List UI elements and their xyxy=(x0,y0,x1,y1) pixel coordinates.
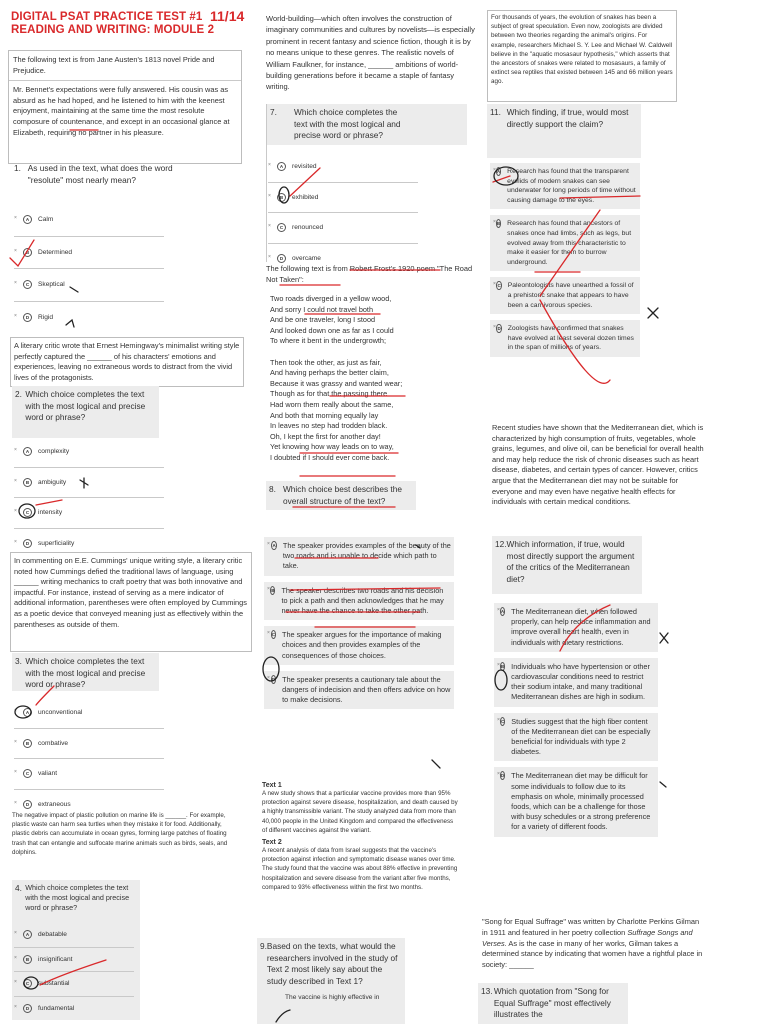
option-text: combative xyxy=(38,739,69,747)
option-letter: D xyxy=(277,254,286,263)
question-7-options xyxy=(268,162,418,273)
option-c[interactable] xyxy=(264,626,454,665)
option-c[interactable] xyxy=(14,979,134,989)
option-d[interactable] xyxy=(264,671,454,710)
option-text: overcame xyxy=(292,254,321,262)
option-text: revisited xyxy=(292,163,317,170)
eliminate-icon[interactable]: × xyxy=(268,253,271,260)
option-d[interactable] xyxy=(14,800,164,810)
poem-line: I doubted if I should ever come back. xyxy=(270,452,390,462)
eliminate-icon[interactable]: × xyxy=(493,167,496,173)
question-number: 1. xyxy=(14,163,21,173)
option-text: Zoologists have confirmed that snakes have evolved at least several dozen times in the span of millions of years. xyxy=(507,325,634,352)
poem-intro xyxy=(266,264,476,285)
option-a[interactable] xyxy=(14,215,164,225)
option-text: Skeptical xyxy=(38,281,65,288)
poem-line: To where it bent in the undergrowth; xyxy=(270,336,387,346)
eliminate-icon[interactable]: × xyxy=(497,716,500,723)
passage-7 xyxy=(266,13,478,93)
option-a[interactable]: The vaccine is highly effective in xyxy=(285,994,380,1001)
divider xyxy=(268,182,418,183)
question-text: Which choice completes the text with the most logical and precise word or phrase? xyxy=(25,883,130,912)
option-text: insignificant xyxy=(38,955,73,963)
poem-line: Yet knowing how way leads on to way, xyxy=(270,442,394,452)
poem-line: And having perhaps the better claim, xyxy=(270,368,389,378)
passage-13-text: "Song for Equal Suffrage" was written by Charlotte Perkins Gilman in 1911 and featured in her poetry collection Suffrage Songs and Verses. As is the case in many of her works, Gilman takes a determined stance by indicating that women have a rightful place in society: ______ xyxy=(482,917,703,970)
option-text: Research has found that ancestors of snakes once had limbs, such as legs, but evolved away from this characteristic to make it easier for them to burrow underground. xyxy=(507,220,632,266)
text-2: A recent analysis of data from Israel suggests that the vaccine's protection against infection and symptomatic disease wanes over time. The study found that the vaccine was about 88% effective in preventing hospitalization and severe disease from the variant after five months, compared to 93% effectiveness within the first two months. xyxy=(262,847,458,891)
question-8 xyxy=(266,481,416,510)
option-letter: C xyxy=(501,718,505,724)
eliminate-icon[interactable]: × xyxy=(14,708,17,714)
eliminate-icon[interactable]: × xyxy=(268,162,271,168)
option-a[interactable] xyxy=(268,162,418,172)
passage-11-text: For thousands of years, the evolution of snakes has been a subject of great speculation. Even now, zoologists are divided between two theories regarding the animal's origins. For example, researchers Michael S. Y. Lee and Michael W. Caldwell believe in the "aquatic mosasaur hypothesis," which asserts that the ancestors of snakes were related to mosasaurs, a family of extinct sea reptiles that existed between 145 and 66 million years ago. xyxy=(491,14,673,86)
question-number: 4. xyxy=(15,883,22,893)
option-text: Calm xyxy=(38,216,54,223)
question-3-options xyxy=(14,708,164,819)
question-13 xyxy=(478,983,628,1024)
test-title-line1: DIGITAL PSAT PRACTICE TEST #1 xyxy=(11,11,203,23)
eliminate-icon[interactable]: × xyxy=(14,280,17,286)
option-text: substantial xyxy=(38,980,70,987)
eliminate-icon[interactable]: × xyxy=(14,247,17,254)
option-text: The speaker argues for the importance of making choices and then provides examples of the consequences of those choices. xyxy=(282,630,442,660)
option-letter: A xyxy=(23,930,32,939)
question-9 xyxy=(257,938,405,1024)
passage-13 xyxy=(482,917,706,971)
option-letter: A xyxy=(496,169,501,174)
poem-line: And both that morning equally lay xyxy=(270,410,379,420)
question-11-options xyxy=(490,163,640,363)
passage-3-box xyxy=(10,552,252,652)
option-letter: B xyxy=(271,587,275,593)
option-letter: A xyxy=(272,543,276,548)
divider xyxy=(268,212,418,213)
divider xyxy=(14,236,164,237)
eliminate-icon[interactable]: × xyxy=(14,215,17,221)
test-title-line2: READING AND WRITING: MODULE 2 xyxy=(11,24,215,36)
question-number: 3. xyxy=(15,656,22,666)
question-number: 7. xyxy=(270,107,277,117)
eliminate-icon[interactable]: × xyxy=(14,738,17,745)
option-text: debatable xyxy=(38,931,67,938)
option-a[interactable] xyxy=(14,708,164,718)
option-text: Paleontologists have unearthed a fossil of a prehistoric snake that appears to have been a carnivorous species. xyxy=(507,282,634,309)
option-a[interactable] xyxy=(264,537,454,576)
option-text: Determined xyxy=(38,248,73,256)
divider xyxy=(9,80,241,81)
eliminate-icon[interactable]: × xyxy=(267,674,270,681)
option-c[interactable] xyxy=(14,280,164,290)
text-1: A new study shows that a particular vaccine provides more than 95% protection against severe disease, hospitalization, and death caused by a highly transmissible variant. The study analyzed data from more than 40,000 people in the United Kingdom and compared the effectiveness of different vaccines against the variant. xyxy=(262,790,458,834)
option-text: exhibited xyxy=(292,193,319,201)
question-text: Based on the texts, what would the researchers involved in the study of Text 2 most likely say about the study described in Text 1? xyxy=(266,941,398,986)
option-c[interactable] xyxy=(490,277,640,314)
paired-texts xyxy=(262,782,458,892)
option-text: The speaker presents a cautionary tale about the dangers of indecision and then offers advice on how to make decisions. xyxy=(282,674,451,705)
poem-line: Oh, I kept the first for another day! xyxy=(270,431,381,441)
option-b[interactable] xyxy=(14,248,164,258)
option-d[interactable] xyxy=(14,313,164,323)
question-text: Which quotation from "Song for Equal Suffrage" most effectively illustrates the xyxy=(493,986,611,1019)
option-b[interactable] xyxy=(264,582,454,621)
option-d[interactable] xyxy=(268,254,418,264)
eliminate-icon[interactable]: × xyxy=(14,1003,17,1010)
option-letter: C xyxy=(277,223,286,232)
question-8-options xyxy=(264,537,454,715)
eliminate-icon[interactable]: × xyxy=(493,219,496,226)
question-2 xyxy=(12,386,159,438)
eliminate-icon[interactable]: × xyxy=(497,607,500,613)
divider xyxy=(14,528,164,529)
poem-line: Two roads diverged in a yellow wood, xyxy=(270,294,392,303)
poem-line: Because it was grassy and wanted wear; xyxy=(270,378,403,388)
eliminate-icon[interactable]: × xyxy=(14,979,17,985)
option-text: ambiguity xyxy=(38,478,67,486)
option-letter: B xyxy=(23,955,32,964)
passage-2-box xyxy=(10,337,244,387)
question-text: As used in the text, what does the word "resolute" most nearly mean? xyxy=(27,163,173,185)
divider xyxy=(268,243,418,244)
option-letter: C xyxy=(23,280,32,289)
option-letter: C xyxy=(23,979,32,988)
poem-line: In leaves no step had trodden black. xyxy=(270,421,388,431)
passage-11-box xyxy=(487,10,677,102)
poem-line: Then took the other, as just as fair, xyxy=(270,357,382,367)
option-letter: D xyxy=(23,800,32,809)
eliminate-icon[interactable]: × xyxy=(267,585,270,592)
question-3 xyxy=(12,653,159,691)
option-letter: B xyxy=(23,478,32,487)
option-b[interactable] xyxy=(14,955,134,965)
option-c[interactable] xyxy=(494,713,658,762)
option-text: Individuals who have hypertension or other cardiovascular conditions need to restrict their sodium intake, and many traditional Mediterranean dishes are high in sodium. xyxy=(511,661,650,702)
question-12-options xyxy=(494,603,658,843)
divider xyxy=(14,971,134,972)
eliminate-icon[interactable]: × xyxy=(268,223,271,229)
option-letter: A xyxy=(23,708,32,717)
option-a[interactable] xyxy=(14,447,164,457)
passage-3-text: In commenting on E.E. Cummings' unique writing style, a literary critic noted how Cummings defied the traditional laws of language, using ______ writing mechanics to craft poetry that was both innovative and impactful. For instance, instead of serving as a mere indicator of additional information, parentheses were often employed by Cummings as a poetic device that conveyed meaning just as effectively within the parentheses as outside of them. xyxy=(14,556,247,629)
poem-line: And be one traveler, long I stood xyxy=(270,315,376,325)
poem-line: Though as for that the passing there xyxy=(270,389,388,399)
divider xyxy=(14,301,164,302)
option-a[interactable] xyxy=(494,603,658,652)
option-b[interactable] xyxy=(490,215,640,271)
passage-2-text: A literary critic wrote that Ernest Hemingway's minimalist writing style perfectly captured the ______ of his characters' emotions and experiences, leaving no extraneous words to distract from the vivid lives of the protagonists. xyxy=(14,341,240,382)
option-letter: C xyxy=(497,283,501,289)
question-1-options xyxy=(14,215,164,333)
poem-line: Had worn them really about the same, xyxy=(270,399,394,409)
option-b[interactable] xyxy=(14,478,164,488)
option-text: superficiality xyxy=(38,539,75,547)
option-text: Research has found that the transparent eyelids of modern snakes can see underwater for long periods of time without causing damage to the eyes. xyxy=(507,168,636,204)
option-b[interactable] xyxy=(268,193,418,203)
eliminate-icon[interactable]: × xyxy=(14,312,17,319)
passage-4-text: The negative impact of plastic pollution on marine life is ______. For example, plastic waste can harm sea turtles when they mistake it for food. Additionally, plastic debris can accumulate in ocean gyres, forming large patches of floating trash that can entangle and suffocate marine animals such as birds, seals, and dolphins. xyxy=(12,812,228,856)
eliminate-icon[interactable]: × xyxy=(267,630,270,637)
eliminate-icon[interactable]: × xyxy=(14,769,17,775)
option-a[interactable] xyxy=(490,163,640,209)
question-text: Which finding, if true, would most directly support the claim? xyxy=(506,107,629,129)
divider xyxy=(14,467,164,468)
option-letter: A xyxy=(23,215,32,224)
option-letter: C xyxy=(271,632,275,638)
option-d[interactable] xyxy=(494,767,658,836)
option-b[interactable] xyxy=(14,739,164,749)
question-number: 9. xyxy=(260,941,267,951)
option-text: complexity xyxy=(38,448,70,455)
option-text: Rigid xyxy=(38,313,54,321)
passage-12 xyxy=(492,423,706,508)
question-11 xyxy=(487,104,641,158)
option-letter: A xyxy=(277,162,286,171)
option-text: intensity xyxy=(38,509,63,516)
passage-12-text: Recent studies have shown that the Mediterranean diet, which is characterized by high consumption of fruits, vegetables, whole grains, legumes, and olive oil, can be beneficial for overall health and may help reduce the risk of chronic diseases such as heart disease, diabetes, and certain types of cancer. However, critics argue that the Mediterranean diet may not be suitable for everyone and may even have negative health effects for individuals with certain medical conditions. xyxy=(492,423,704,507)
text-2-title: Text 2 xyxy=(262,839,282,847)
divider xyxy=(14,728,164,729)
eliminate-icon[interactable]: × xyxy=(497,661,500,668)
eliminate-icon[interactable]: × xyxy=(14,930,17,936)
passage-1-box xyxy=(8,50,242,164)
option-text: unconventional xyxy=(38,709,83,716)
poem-line xyxy=(270,347,470,358)
eliminate-icon[interactable]: × xyxy=(493,281,496,288)
option-text: extraneous xyxy=(38,800,71,808)
option-c[interactable] xyxy=(14,769,164,779)
option-text: Studies suggest that the high fiber content of the Mediterranean diet can be especially beneficial for individuals with type 2 diabetes. xyxy=(511,716,651,757)
poem-line: And looked down one as far as I could xyxy=(270,325,394,335)
question-2-options xyxy=(14,447,164,558)
question-text: Which choice completes the text with the most logical and precise word or phrase? xyxy=(25,656,146,689)
divider xyxy=(14,789,164,790)
question-number: 12. xyxy=(495,539,507,549)
option-letter: A xyxy=(23,447,32,456)
option-text: fundamental xyxy=(38,1004,75,1012)
poem-text xyxy=(270,294,470,464)
eliminate-icon[interactable]: × xyxy=(14,447,17,453)
option-letter: B xyxy=(23,739,32,748)
option-letter: B xyxy=(500,663,505,669)
eliminate-icon[interactable]: × xyxy=(14,538,17,545)
question-number: 2. xyxy=(15,389,22,399)
option-text: The speaker describes two roads and his decision to pick a path and then acknowledges that he may never have the chance to take the other path. xyxy=(281,585,444,616)
question-number: 8. xyxy=(269,484,276,494)
option-letter: D xyxy=(23,539,32,548)
option-text: The speaker provides examples of the beauty of the two roads and is unable to decide which path to take. xyxy=(282,541,451,571)
poem-intro-text: The following text is from Robert Frost's 1920 poem "The Road Not Taken": xyxy=(266,264,473,284)
divider xyxy=(14,758,164,759)
option-c[interactable] xyxy=(268,223,418,233)
option-letter: D xyxy=(23,1004,32,1013)
passage-1-intro: The following text is from Jane Austen's 1813 novel Pride and Prejudice. xyxy=(13,55,215,75)
option-letter: B xyxy=(496,221,501,227)
option-text: The Mediterranean diet may be difficult for some individuals to follow due to its emphasis on whole, minimally processed foods, which can be a challenge for those with busy schedules or a strong preference for a variety of different foods. xyxy=(511,771,651,832)
option-d[interactable] xyxy=(14,539,164,549)
passage-4 xyxy=(12,811,237,857)
divider xyxy=(14,497,164,498)
divider xyxy=(14,268,164,269)
poem-line: And sorry I could not travel both xyxy=(270,304,374,314)
eliminate-icon[interactable]: × xyxy=(14,954,17,961)
eliminate-icon[interactable]: × xyxy=(493,324,496,331)
question-1 xyxy=(14,163,174,186)
option-text: valiant xyxy=(38,770,58,777)
question-number: 13. xyxy=(481,986,493,996)
option-a[interactable] xyxy=(14,930,134,940)
divider xyxy=(14,996,134,997)
option-letter: A xyxy=(500,609,505,614)
option-letter: C xyxy=(23,508,32,517)
passage-1-text: Mr. Bennet's expectations were fully answered. His cousin was as absurd as he had hoped, and he listened to him with the keenest enjoyment, maintaining at the same time the most resolute composure of countenance, and except in an occasional glance at Elizabeth, requiring no partner in his pleasure. xyxy=(13,85,230,137)
question-12 xyxy=(492,536,642,594)
option-letter: B xyxy=(23,248,32,257)
option-b[interactable] xyxy=(494,658,658,707)
question-text: Which choice completes the text with the most logical and precise word or phrase? xyxy=(294,107,401,140)
eliminate-icon[interactable]: × xyxy=(497,771,500,778)
question-text: Which choice completes the text with the most logical and precise word or phrase? xyxy=(25,389,146,422)
eliminate-icon[interactable]: × xyxy=(14,477,17,484)
page-number: 11/14 xyxy=(210,8,245,24)
passage-7-text: World-building—which often involves the construction of imaginary communities and cultures by novelists—is especially prominent in recent fantasy and science fiction, though it is by no means unique to these genres. The realistic novels of William Faulkner, for instance, ______ ambitions of world-building generations before it became a staple of fantasy writing. xyxy=(266,14,475,92)
question-4-options xyxy=(14,930,134,1020)
option-d[interactable] xyxy=(14,1004,134,1014)
option-text: renounced xyxy=(292,224,324,231)
question-text: Which choice best describes the overall structure of the text? xyxy=(282,484,402,506)
question-number: 11. xyxy=(490,107,501,117)
option-c[interactable] xyxy=(14,508,164,518)
option-letter: D xyxy=(23,313,32,322)
divider xyxy=(14,947,134,948)
option-letter: D xyxy=(497,326,501,332)
eliminate-icon[interactable]: × xyxy=(268,192,271,199)
option-letter: C xyxy=(23,769,32,778)
question-text: Which information, if true, would most directly support the argument of the critics of the Mediterranean diet? xyxy=(506,539,635,584)
text-1-title: Text 1 xyxy=(262,782,282,789)
eliminate-icon[interactable]: × xyxy=(14,508,17,514)
option-letter: D xyxy=(271,676,276,682)
eliminate-icon[interactable]: × xyxy=(14,799,17,806)
option-letter: D xyxy=(500,773,505,779)
option-letter: B xyxy=(277,193,286,202)
eliminate-icon[interactable]: × xyxy=(267,541,270,547)
option-d[interactable] xyxy=(490,320,640,357)
option-text: The Mediterranean diet, when followed properly, can help reduce inflammation and improve overall heart health, even in individuals with dietary restrictions. xyxy=(511,607,651,647)
